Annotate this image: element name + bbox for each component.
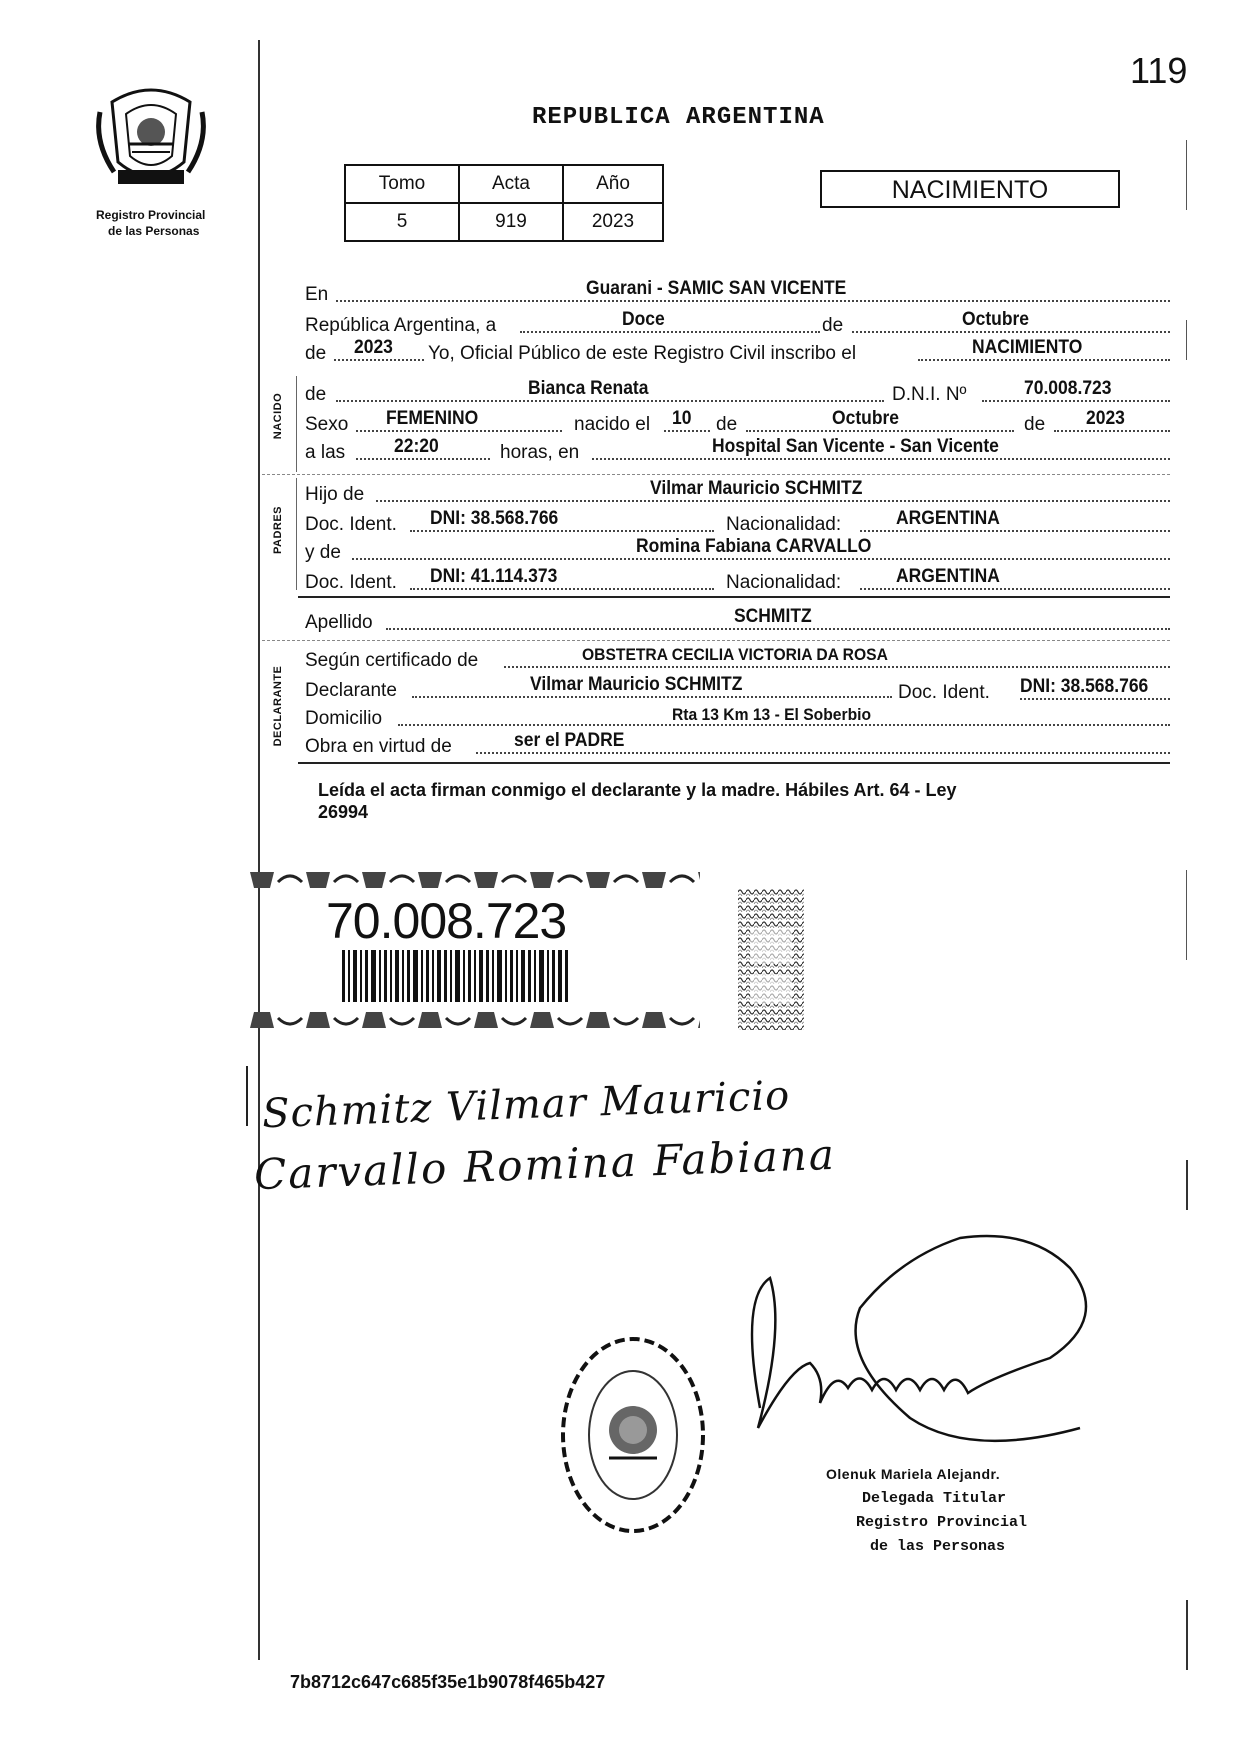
table-header-ano: Año <box>563 165 663 203</box>
yde-label: y de <box>305 542 341 563</box>
official-role: Delegada Titular <box>862 1490 1007 1507</box>
table-cell-ano: 2023 <box>563 203 663 241</box>
closing-text-1: Leída el acta firman conmigo el declarante y la madre. Hábiles Art. 64 - Ley <box>318 780 957 800</box>
apellido-label: Apellido <box>305 612 373 633</box>
dotted-line <box>1054 430 1170 432</box>
dotted-line <box>356 430 562 432</box>
security-band-top <box>248 868 700 892</box>
closing-text-2: 26994 <box>318 802 369 822</box>
mother-doc-value: DNI: 41.114.373 <box>430 566 558 587</box>
dotted-line <box>1020 698 1170 700</box>
declarante-label: Declarante <box>305 680 397 701</box>
declarante-value: Vilmar Mauricio SCHMITZ <box>530 674 743 695</box>
document-type-label: NACIMIENTO <box>891 176 1049 204</box>
sexo-label: Sexo <box>305 414 349 435</box>
dotted-line <box>352 558 1170 560</box>
alas-label: a las <box>305 442 346 463</box>
dotted-line <box>982 400 1170 402</box>
doc-ident-label-2: Doc. Ident. <box>305 572 397 593</box>
father-name-value: Vilmar Mauricio SCHMITZ <box>650 478 863 499</box>
security-band-bottom <box>248 1008 700 1032</box>
scan-mark <box>1186 1600 1188 1670</box>
dotted-line <box>386 628 1170 630</box>
official-office-2: de las Personas <box>870 1538 1006 1555</box>
margin-line <box>258 40 260 1660</box>
handwritten-signature-2: Carvallo Romina Fabiana <box>253 1129 837 1200</box>
dotted-line <box>410 588 714 590</box>
section-divider <box>296 376 297 472</box>
margin-tick <box>246 1066 248 1126</box>
dotted-line <box>746 430 1014 432</box>
handwritten-signature-1: Schmitz Vilmar Mauricio <box>261 1072 791 1138</box>
yo-label: Yo, Oficial Público de este Registro Civil inscribo el <box>428 343 857 364</box>
table-cell-acta: 919 <box>459 203 563 241</box>
dotted-line <box>918 359 1170 361</box>
cert-value: OBSTETRA CECILIA VICTORIA DA ROSA <box>582 645 888 664</box>
document-type-box <box>820 170 1120 208</box>
section-rule <box>262 640 1170 641</box>
day-value: Doce <box>622 309 665 330</box>
de-label-1: de <box>822 315 844 336</box>
dotted-line <box>336 400 884 402</box>
nacionalidad-label-2: Nacionalidad: <box>726 572 842 593</box>
month-value: Octubre <box>962 309 1030 330</box>
official-signature <box>730 1218 1110 1468</box>
year-value: 2023 <box>354 337 393 358</box>
nacido-el-label: nacido el <box>574 414 651 435</box>
scan-mark <box>1186 320 1187 360</box>
official-seal <box>554 1328 712 1542</box>
dotted-line <box>520 331 820 333</box>
dotted-line <box>412 696 892 698</box>
cert-label: Según certificado de <box>305 650 479 671</box>
dotted-line <box>592 458 1170 460</box>
official-name: Olenuk Mariela Alejandr. <box>826 1466 1001 1482</box>
child-name-value: Bianca Renata <box>528 378 649 399</box>
document-hash: 7b8712c647c685f35e1b9078f465b427 <box>290 1672 606 1692</box>
dotted-line <box>410 530 714 532</box>
doc-ident-label-1: Doc. Ident. <box>305 514 397 535</box>
table-header-acta: Acta <box>459 165 563 203</box>
apellido-value: SCHMITZ <box>734 606 812 627</box>
dotted-line <box>852 331 1170 333</box>
en-label: En <box>305 284 329 305</box>
coat-of-arms-icon <box>92 82 210 192</box>
obra-value: ser el PADRE <box>514 730 625 751</box>
section-divider <box>296 478 297 590</box>
dotted-line <box>376 500 1170 502</box>
dotted-line <box>336 300 1170 302</box>
dotted-line <box>860 530 1170 532</box>
nacido-side-label: NACIDO <box>272 392 284 440</box>
section-rule <box>298 596 1170 598</box>
dotted-line <box>504 666 1170 668</box>
mother-nationality-value: ARGENTINA <box>896 566 1000 587</box>
de-label-2: de <box>305 343 327 364</box>
provincial-logo <box>92 82 210 192</box>
child-dni-value: 70.008.723 <box>1024 378 1112 399</box>
domicilio-value: Rta 13 Km 13 - El Soberbio <box>672 705 872 724</box>
scan-mark <box>1186 140 1187 210</box>
dotted-line <box>356 458 490 460</box>
security-hologram <box>738 888 804 1030</box>
birth-month-value: Octubre <box>832 408 900 429</box>
domicilio-label: Domicilio <box>305 708 383 729</box>
decl-doc-label: Doc. Ident. <box>898 682 990 703</box>
logo-caption-1: Registro Provincial <box>96 208 206 222</box>
obra-label: Obra en virtud de <box>305 736 452 757</box>
dotted-line <box>664 430 710 432</box>
birth-day-value: 10 <box>672 408 692 429</box>
sexo-value: FEMENINO <box>386 408 479 429</box>
nacionalidad-label-1: Nacionalidad: <box>726 514 842 535</box>
dni-label: D.N.I. Nº <box>892 384 967 405</box>
table-header-tomo: Tomo <box>345 165 459 203</box>
section-rule <box>298 762 1170 764</box>
logo-caption-2: de las Personas <box>108 224 200 238</box>
inscribo-value: NACIMIENTO <box>972 337 1083 358</box>
security-barcode <box>342 950 570 1002</box>
security-number: 70.008.723 <box>326 893 567 949</box>
dotted-line <box>334 359 424 361</box>
birth-year-value: 2023 <box>1086 408 1125 429</box>
father-nationality-value: ARGENTINA <box>896 508 1000 529</box>
de-label-b: de <box>1024 414 1046 435</box>
dotted-line <box>476 752 1170 754</box>
de-label-a: de <box>716 414 738 435</box>
hour-value: 22:20 <box>394 436 439 457</box>
republica-label: República Argentina, a <box>305 315 497 336</box>
nacido-de-label: de <box>305 384 327 405</box>
registry-office-value: Guarani - SAMIC SAN VICENTE <box>586 278 847 299</box>
mother-name-value: Romina Fabiana CARVALLO <box>636 536 872 557</box>
page-title: REPUBLICA ARGENTINA <box>532 104 825 131</box>
page-number: 119 <box>1130 50 1188 91</box>
decl-doc-value: DNI: 38.568.766 <box>1020 676 1149 697</box>
table-cell-tomo: 5 <box>345 203 459 241</box>
father-doc-value: DNI: 38.568.766 <box>430 508 559 529</box>
official-office-1: Registro Provincial <box>856 1514 1028 1531</box>
scan-mark <box>1186 870 1187 960</box>
section-rule <box>262 474 1170 475</box>
register-table <box>344 164 664 242</box>
scan-mark <box>1186 1160 1188 1210</box>
dotted-line <box>860 588 1170 590</box>
hijo-label: Hijo de <box>305 484 365 505</box>
padres-side-label: PADRES <box>272 505 284 555</box>
declarante-side-label: DECLARANTE <box>272 665 284 747</box>
birth-place-value: Hospital San Vicente - San Vicente <box>712 436 999 457</box>
horas-label: horas, en <box>500 442 580 463</box>
